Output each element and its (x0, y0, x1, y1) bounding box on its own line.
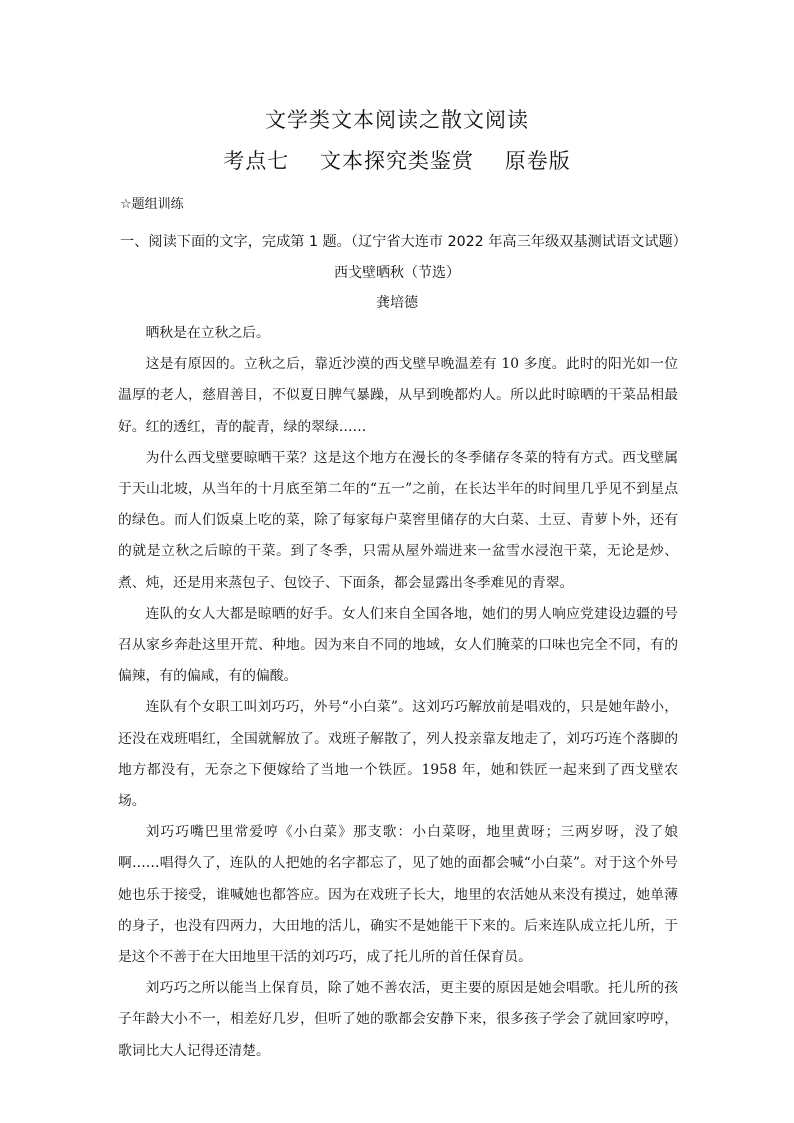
article-title: 西戈壁晒秋（节选） (334, 265, 460, 281)
section-label: ☆题组训练 (120, 197, 184, 212)
article-author: 龚培德 (376, 295, 418, 311)
paragraph: 刘巧巧嘴巴里常爱哼《小白菜》那支歌：小白菜呀，地里黄呀；三两岁呀，没了娘啊……唱得久了，连队的人把她的名字都忘了，见了她的面都会喊“小白菜”。对于这个外号她也乐于接受，谁喊她也都答应。因为在戏班子长大，地里的农活她从来没有摸过，她单薄的身子，也没有四两力，大田地的活儿，确实不是她能干下来的。后来连队成立托儿所，于是这个不善于在大田地里干活的刘巧巧，成了托儿所的首任保育员。 (118, 824, 678, 966)
article-body (118, 318, 678, 1067)
paragraph: 晒秋是在立秋之后。 (145, 325, 270, 341)
paragraph: 这是有原因的。立秋之后，靠近沙漠的西戈壁早晚温差有 10 多度。此时的阳光如一位温厚的老人，慈眉善目，不似夏日脾气暴躁，从早到晚都灼人。所以此时晾晒的干菜品相最好。红的透红，青的靛青，绿的翠绿…… (118, 356, 678, 435)
paragraph: 刘巧巧之所以能当上保育员，除了她不善农活，更主要的原因是她会唱歌。托儿所的孩子年龄大小不一，相差好几岁，但听了她的歌都会安静下来，很多孩子学会了就回家哼哼，歌词比大人记得还清楚。 (118, 980, 678, 1059)
question-instruction: 一、阅读下面的文字，完成第 1 题。（辽宁省大连市 2022 年高三年级双基测试语文试题） (120, 234, 687, 250)
document-title: 文学类文本阅读之散文阅读 (265, 108, 529, 132)
document-subtitle: 考点七 文本探究类鉴赏 原卷版 (223, 149, 571, 173)
paragraph: 连队的女人大都是晾晒的好手。女人们来自全国各地，她们的男人响应党建设边疆的号召从家乡奔赴这里开荒、种地。因为来自不同的地域，女人们腌菜的口味也完全不同，有的偏辣，有的偏咸，有的偏酸。 (118, 605, 678, 685)
paragraph: 连队有个女职工叫刘巧巧，外号“小白菜”。这刘巧巧解放前是唱戏的，只是她年龄小，还没在戏班唱红，全国就解放了。戏班子解散了，列人投亲靠友地走了，刘巧巧连个落脚的地方都没有，无奈之下便嫁给了当地一个铁匠。1958 年，她和铁匠一起来到了西戈壁农场。 (118, 699, 678, 810)
paragraph: 为什么西戈壁要晾晒干菜？这是这个地方在漫长的冬季储存冬菜的特有方式。西戈壁属于天山北坡，从当年的十月底至第二年的“五一”之前，在长达半年的时间里几乎见不到星点的绿色。而人们饭桌上吃的菜，除了每家每户菜窖里储存的大白菜、土豆、青萝卜外，还有的就是立秋之后晾的干菜。到了冬季，只需从屋外端进来一盆雪水浸泡干菜，无论是炒、煮、炖，还是用来蒸包子、包饺子、下面条，都会显露出冬季难见的青翠。 (118, 449, 678, 591)
